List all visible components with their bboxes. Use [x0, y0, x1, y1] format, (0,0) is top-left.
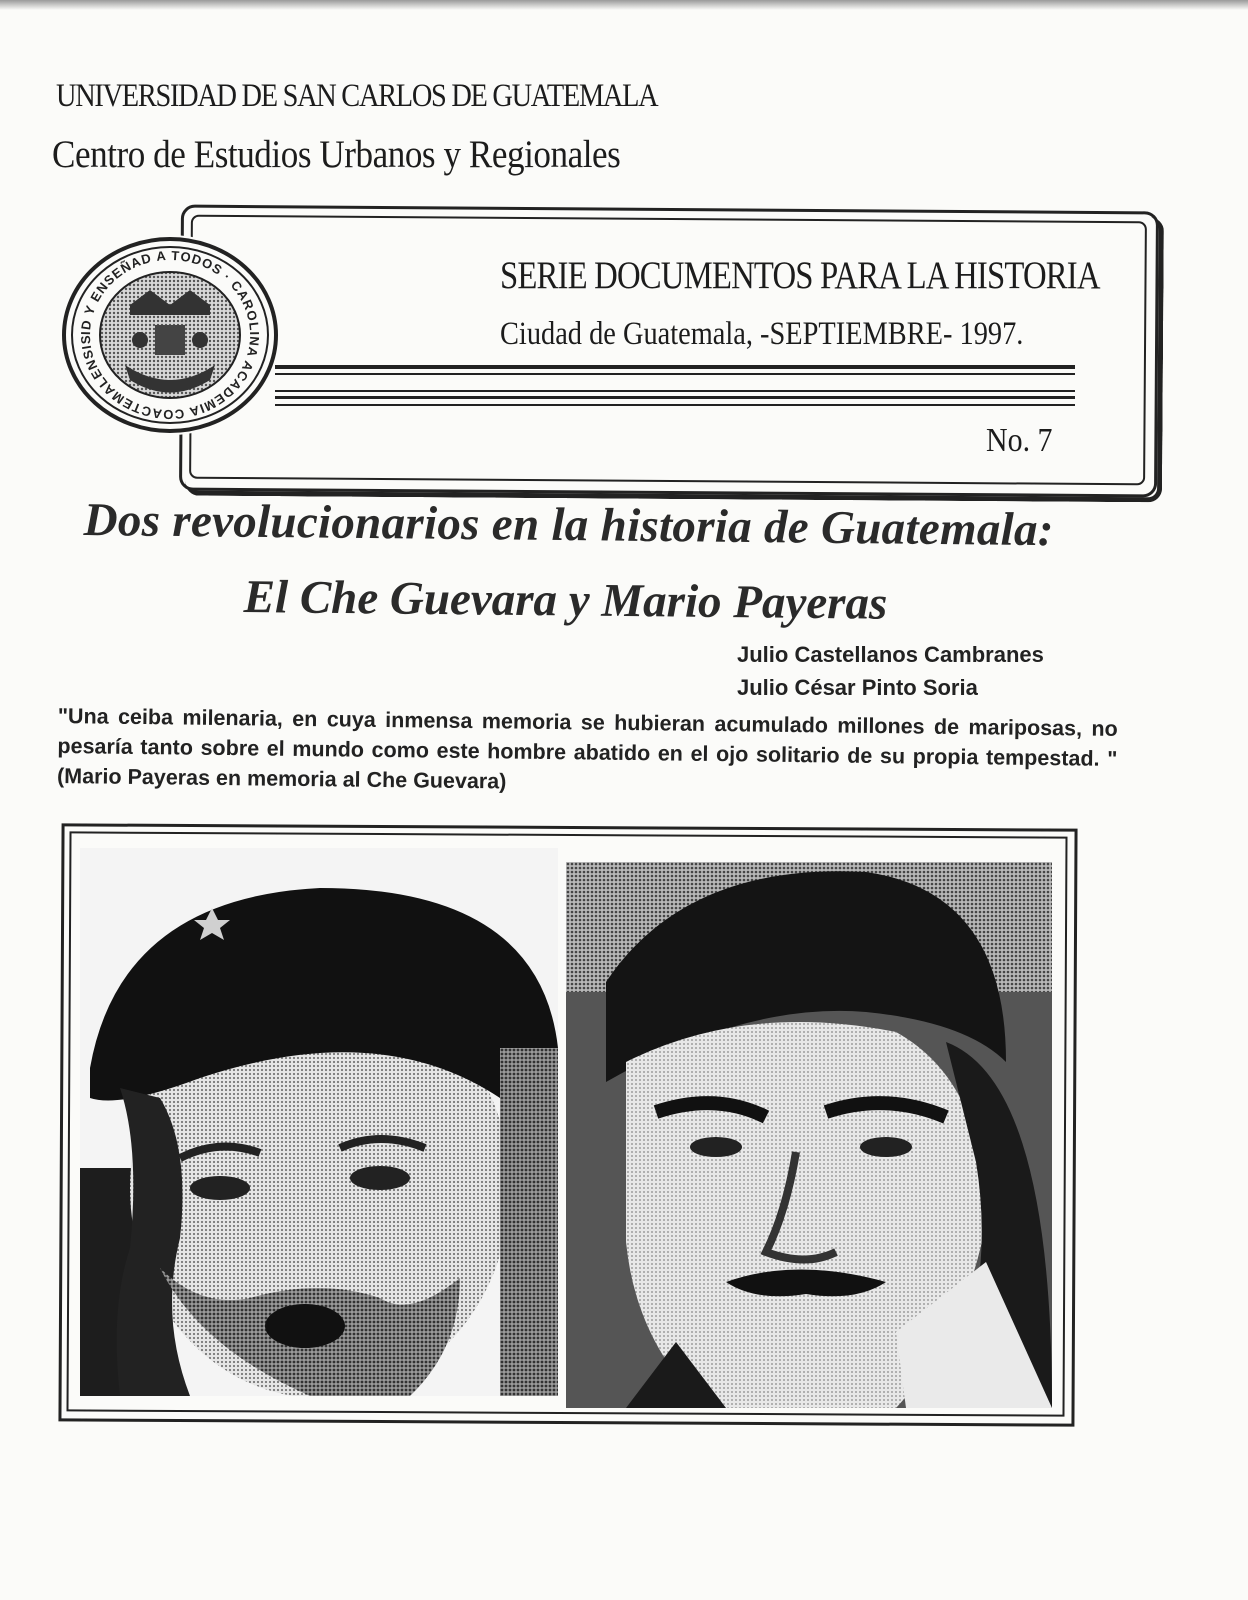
seal-icon	[60, 235, 280, 435]
university-name: UNIVERSIDAD DE SAN CARLOS DE GUATEMALA	[56, 78, 658, 114]
seal-lettering: ID Y ENSEÑAD A TODOS · CAROLINA ACADEMIA COACTEMALENSIS	[77, 247, 263, 423]
issue-number: No. 7	[986, 422, 1053, 459]
portrait-icon	[566, 862, 1052, 1408]
university-seal	[60, 235, 280, 435]
divider-rule	[275, 365, 1075, 369]
author-1: Julio Castellanos Cambranes	[737, 642, 1044, 667]
place-date: Ciudad de Guatemala, -SEPTIEMBRE- 1997.	[500, 316, 1024, 352]
che-guevara-portrait	[80, 848, 558, 1396]
article-title-line1: Dos revolucionarios en la historia de Guatemala:	[83, 493, 1055, 557]
quote-text: "Una ceiba milenaria, en cuya inmensa memoria se hubieran acumulado millones de mariposas, no pesaría tanto sobre el mundo como este hombre abatido en el ojo solitario de su propia tempestad. "	[57, 703, 1118, 771]
scan-top-edge	[0, 0, 1248, 10]
divider-rule	[275, 373, 1075, 375]
epigraph-quote	[57, 701, 1118, 804]
divider-rule	[275, 396, 1075, 399]
mario-payeras-portrait	[566, 862, 1052, 1408]
divider-rule	[275, 404, 1075, 406]
divider-rule	[275, 390, 1075, 392]
portrait-icon	[80, 848, 558, 1396]
series-title: SERIE DOCUMENTOS PARA LA HISTORIA	[500, 254, 1100, 297]
center-name: Centro de Estudios Urbanos y Regionales	[52, 133, 621, 176]
quote-attribution: (Mario Payeras en memoria al Che Guevara)	[56, 763, 507, 794]
article-title-line2: El Che Guevara y Mario Payeras	[243, 570, 888, 630]
author-2: Julio César Pinto Soria	[737, 675, 978, 700]
